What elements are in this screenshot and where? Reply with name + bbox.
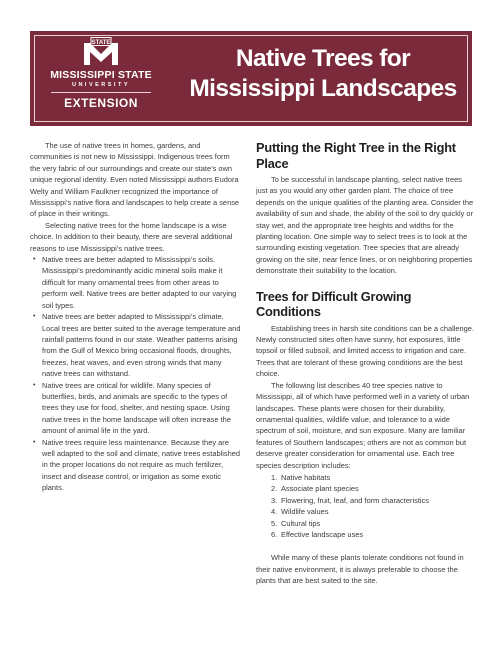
list-number: 3. bbox=[271, 495, 278, 505]
list-item: • Native trees are better adapted to Mississippi’s climate. Local trees are better suited to the average temperature and rainfall patterns found in our state. Weather patterns arising from the Gulf of Mexico bring occasional floods, droughts, freezes, heat waves, and even strong winds that many native trees can withstand. bbox=[30, 311, 242, 379]
list-text: Cultural tips bbox=[281, 518, 321, 528]
header-banner bbox=[30, 31, 472, 126]
reasons-list bbox=[30, 254, 242, 494]
intro-paragraph-2: Selecting native trees for the home landscape is a wise choice. In addition to their beauty, there are several additional reasons to use Mississippi’s native trees. bbox=[30, 220, 233, 253]
title-line-1: Native Trees for bbox=[235, 45, 411, 72]
right-column bbox=[256, 140, 474, 587]
list-text: Associate plant species bbox=[281, 484, 359, 494]
section-gap bbox=[256, 277, 474, 289]
list-text: Effective landscape uses bbox=[281, 529, 364, 539]
list-item bbox=[256, 495, 474, 506]
left-column bbox=[30, 140, 242, 494]
msu-extension-logo[interactable] bbox=[40, 37, 162, 115]
section2-paragraph-1: Establishing trees in harsh site conditions can be a challenge. Newly constructed sites often have sunny, hot exposures, little topsoil or filled subsoil, and limited access to irrigation and care. Trees that are tolerant of these growing conditions are the best choice. bbox=[256, 323, 475, 379]
list-item bbox=[256, 506, 474, 517]
list-item: • Native trees are critical for wildlife. Many species of butterflies, birds, and animals are specific to the types of trees they use for food, shelter, and nesting space. Using native trees in the home landscape will often increase the amount of animal life in the yard. bbox=[30, 380, 242, 437]
logo-university: UNIVERSITY bbox=[71, 82, 130, 88]
section1-paragraph: To be successful in landscape planting, select native trees just as you would any other garden plant. The choice of tree depends on the unique qualities of the planting area. Consider the availability of sun and shade, the ability of the soil to dry quickly or stay wet, and the appropriate tree heights and widths for the planting location. One simple way to select trees is to look at the surrounding existing vegetation. Tree species that are already growing on the site, near fence lines, or on neighboring properties demonstrate their suitability to the location. bbox=[256, 175, 474, 276]
list-number: 2. bbox=[271, 484, 278, 494]
section-heading-right-tree: Putting the Right Tree in the Right Place bbox=[256, 140, 456, 171]
list-item bbox=[256, 529, 474, 540]
title-line-2: Mississippi Landscapes bbox=[189, 75, 457, 102]
list-number: 4. bbox=[271, 507, 278, 517]
list-item bbox=[256, 518, 474, 529]
msu-m-seal-icon bbox=[81, 37, 121, 67]
list-number: 5. bbox=[271, 518, 278, 528]
section2-paragraph-2: The following list describes 40 tree species native to Mississippi, all of which have performed well in a variety of urban landscapes. These plants were chosen for their durability, ornamental qualities, wildlife value, and tolerance to a wide spectrum of soil, moisture, and sun exposure. Many are familiar features of Southern landscapes; others are not as common but deserve greater consideration for ornamental use. Each tree species description includes: bbox=[256, 380, 470, 470]
closing-paragraph: While many of these plants tolerate conditions not found in their native environment, it is always preferable to choose the plants that are best suited to the site. bbox=[256, 553, 464, 586]
intro-paragraph-1: The use of native trees in homes, gardens, and communities is not new to Mississippi. Indigenous trees form the very fabric of our surroundings and create our state’s own unique regional identity. Even noted Mississippi authors Eudora Welty and William Faulkner recognized the importance of Mississippi’s native flora and landscapes to help create a sense of place in their writings. bbox=[30, 141, 240, 219]
logo-extension: EXTENSION bbox=[51, 92, 151, 110]
list-item: • Native trees require less maintenance. Because they are well adapted to the soil and climate, native trees established in the proper locations do not require as much fertilizer, insect and disease control, or irrigation as some exotic plants. bbox=[30, 437, 242, 494]
list-text: Native habitats bbox=[281, 472, 331, 482]
list-number: 1. bbox=[271, 472, 278, 482]
list-text: Wildlife values bbox=[281, 507, 329, 517]
list-number: 6. bbox=[271, 529, 278, 539]
list-item bbox=[256, 483, 474, 494]
logo-school-name: MISSISSIPPI STATE bbox=[50, 69, 152, 81]
list-item: • Native trees are better adapted to Mississippi’s soils. Mississippi’s predominantly acidic mineral soils make it difficult for many ornamental trees from other areas to perform well. Native trees are better adapted to our varying soil types. bbox=[30, 254, 242, 311]
description-contents-list bbox=[256, 472, 474, 540]
section-heading-difficult-conditions: Trees for Difficult Growing Conditions bbox=[256, 288, 412, 320]
list-item bbox=[256, 472, 474, 483]
page-title bbox=[180, 44, 466, 104]
seal-text: STATE bbox=[91, 40, 111, 46]
list-text: Flowering, fruit, leaf, and form characteristics bbox=[281, 495, 429, 505]
